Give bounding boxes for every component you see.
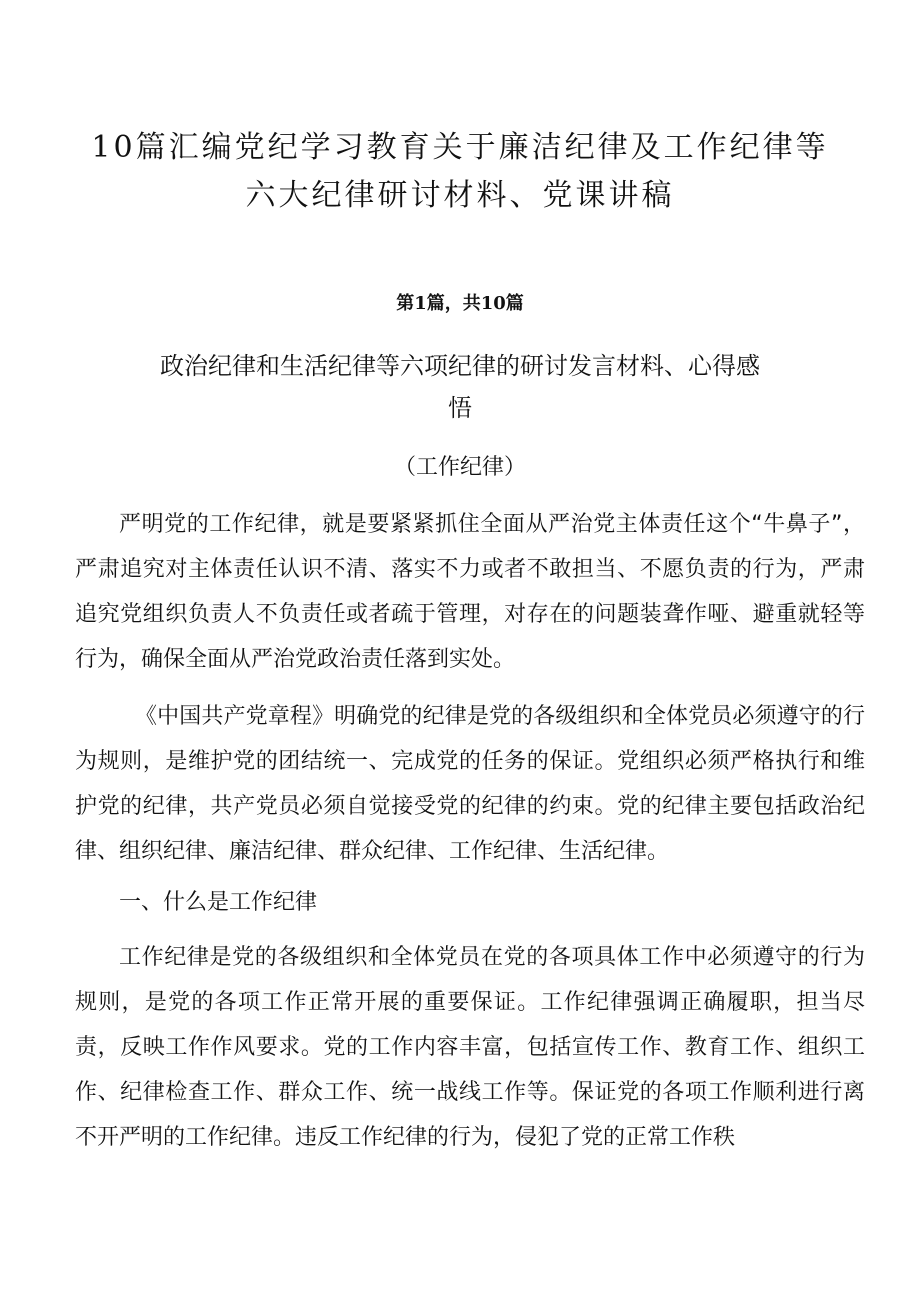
article-title-line-1: 政治纪律和生活纪律等六项纪律的研讨发言材料、心得感 bbox=[160, 352, 760, 380]
document-title-line-2: 六大纪律研讨材料、党课讲稿 bbox=[245, 178, 675, 213]
paragraph-1: 严明党的工作纪律，就是要紧紧抓住全面从严治党主体责任这个“牛鼻子”，严肃追究对主体责任认识不清、落实不力或者不敢担当、不愿负责的行为，严肃追究党组织负责人不负责任或者疏于管理，对存在的问题装聋作哑、避重就轻等行为，确保全面从严治党政治责任落到实处。 bbox=[75, 512, 865, 672]
section-heading: 一、什么是工作纪律 bbox=[119, 890, 318, 915]
article-title bbox=[110, 345, 810, 429]
paragraph-2: 《中国共产党章程》明确党的纪律是党的各级组织和全体党员必须遵守的行为规则，是维护党的团结统一、完成党的任务的保证。党组织必须严格执行和维护党的纪律，共产党员必须自觉接受党的纪律的约束。党的纪律主要包括政治纪律、组织纪律、廉洁纪律、群众纪律、工作纪律、生活纪律。 bbox=[75, 704, 865, 864]
article-title-line-2: 悟 bbox=[448, 394, 472, 422]
document-title bbox=[60, 124, 860, 220]
article-subtitle: （工作纪律） bbox=[393, 455, 526, 480]
document-title-line-1: 10篇汇编党纪学习教育关于廉洁纪律及工作纪律等 bbox=[91, 130, 829, 165]
paragraph-3: 工作纪律是党的各级组织和全体党员在党的各项具体工作中必须遵守的行为规则，是党的各项工作正常开展的重要保证。工作纪律强调正确履职，担当尽责，反映工作作风要求。党的工作内容丰富，包括宣传工作、教育工作、组织工作、纪律检查工作、群众工作、统一战线工作等。保证党的各项工作顺利进行离不开严明的工作纪律。违反工作纪律的行为，侵犯了党的正常工作秩 bbox=[75, 945, 865, 1150]
part-indicator: 第1篇，共10篇 bbox=[396, 293, 524, 314]
